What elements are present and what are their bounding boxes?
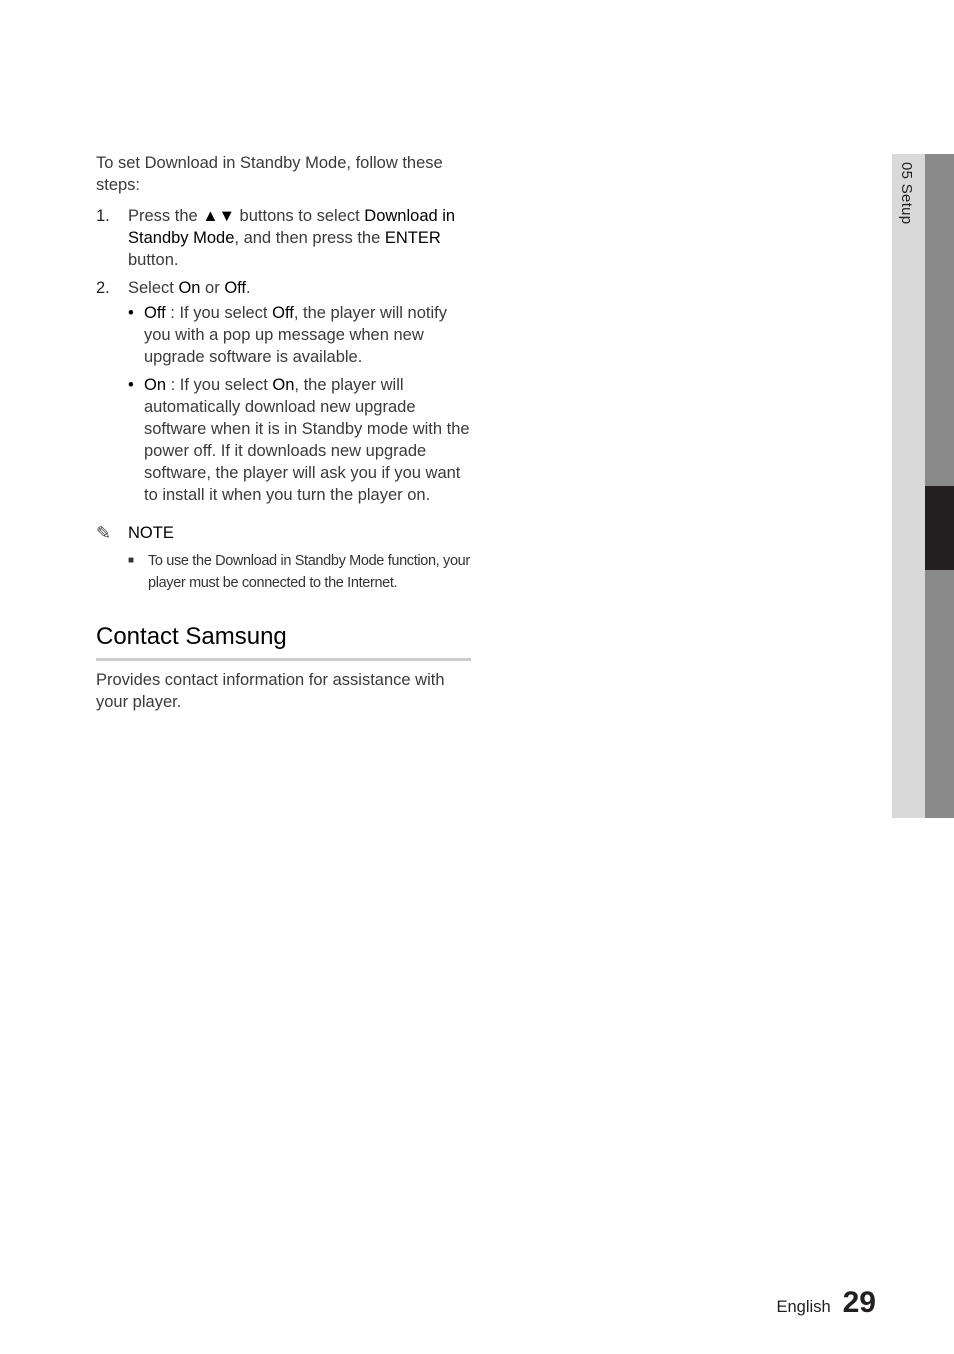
pencil-icon: ✎	[96, 523, 112, 543]
text-run: .	[246, 279, 251, 297]
text-run: , the player will notify you with a pop up message when new upgrade software is available.	[144, 304, 447, 366]
page-number: 29	[842, 1286, 876, 1319]
heading-divider	[96, 658, 471, 661]
bold-term: Off	[272, 304, 294, 322]
bold-term: On	[272, 376, 295, 394]
text-run: or	[200, 279, 225, 297]
note-label: NOTE	[128, 524, 174, 542]
option-text	[144, 374, 472, 506]
footer-language: English	[776, 1298, 831, 1316]
step-text	[128, 205, 472, 271]
bold-term: On	[144, 376, 167, 394]
text-run: buttons to select	[234, 207, 365, 225]
chapter-tab-background	[892, 154, 925, 818]
bold-term: Off	[224, 279, 247, 297]
bullet-icon: •	[128, 376, 134, 394]
text-run: , and then press the	[234, 229, 385, 247]
option-on	[128, 374, 472, 506]
bold-term: ENTER	[384, 229, 441, 247]
text-run: : If you select	[166, 376, 273, 394]
step-number: 2.	[96, 279, 110, 297]
page-content	[96, 152, 472, 713]
bold-term: Off	[144, 304, 166, 322]
chapter-tab-marker	[925, 486, 954, 570]
bold-term: On	[178, 279, 201, 297]
step-1	[96, 205, 472, 271]
options-list	[128, 302, 472, 506]
text-run: : If you select	[165, 304, 273, 322]
step-2	[96, 277, 472, 512]
bullet-icon: •	[128, 304, 134, 322]
section-description: Provides contact information for assistance with your player.	[96, 671, 445, 711]
text-run: button.	[128, 251, 179, 269]
bold-term: Download in Standby Mode	[128, 207, 456, 247]
page-footer	[777, 1286, 877, 1320]
step-text	[128, 277, 472, 512]
note-text: To use the Download in Standby Mode function, your player must be connected to the Internet.	[148, 553, 470, 591]
steps-list	[96, 205, 472, 512]
arrow-keys-icon: ▲▼	[202, 207, 235, 225]
section-heading: Contact Samsung	[96, 623, 287, 650]
note-item	[96, 550, 472, 594]
square-bullet-icon: ■	[128, 555, 135, 566]
chapter-label: 05 Setup	[898, 162, 915, 225]
text-run: Press the	[128, 207, 203, 225]
intro-text: To set Download in Standby Mode, follow these steps:	[96, 154, 443, 194]
option-text	[144, 302, 472, 368]
note-header	[96, 522, 472, 544]
text-run: Select	[128, 279, 179, 297]
step-number: 1.	[96, 207, 110, 225]
text-run: , the player will automatically download new upgrade software when it is in Standby mode with the power off. If it downloads new upgrade software, the player will ask you if you want to install it when you turn the player on.	[144, 376, 470, 504]
option-off	[128, 302, 472, 368]
